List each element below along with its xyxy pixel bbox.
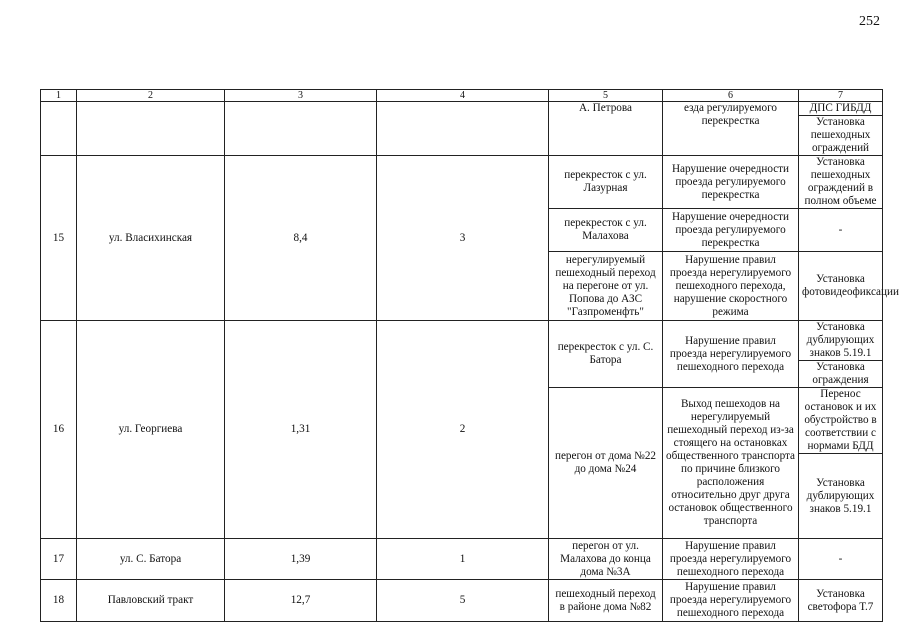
place-cell: нерегулируемый пешеходный переход на перегоне от ул. Попова до АЗС "Газпроменфть" bbox=[549, 252, 663, 321]
cont-measure-a: ДПС ГИБДД bbox=[799, 102, 883, 116]
row-number: 18 bbox=[41, 580, 77, 622]
column-number-row bbox=[41, 90, 883, 102]
violation-cell: Нарушение правил проезда нерегулируемого пешеходного перехода bbox=[663, 321, 799, 388]
cont-place: А. Петрова bbox=[549, 102, 663, 156]
street-name: ул. Георгиева bbox=[77, 321, 225, 539]
violation-cell: Нарушение очередности проезда регулируемого перекрестка bbox=[663, 156, 799, 209]
count-value: 1 bbox=[377, 539, 549, 580]
col-5-header: 5 bbox=[549, 90, 663, 102]
measure-cell: Установка дублирующих знаков 5.19.1 bbox=[799, 321, 883, 361]
measure-cell: Установка пешеходных ограждений в полном объеме bbox=[799, 156, 883, 209]
street-name: ул. Власихинская bbox=[77, 156, 225, 321]
col-4-header: 4 bbox=[377, 90, 549, 102]
count-value: 2 bbox=[377, 321, 549, 539]
street-name: Павловский тракт bbox=[77, 580, 225, 622]
length-value: 8,4 bbox=[225, 156, 377, 321]
row-number: 17 bbox=[41, 539, 77, 580]
place-cell: перегон от дома №22 до дома №24 bbox=[549, 388, 663, 539]
table-row-18 bbox=[41, 580, 883, 622]
col-7-header: 7 bbox=[799, 90, 883, 102]
street-name: ул. С. Батора bbox=[77, 539, 225, 580]
cont-measure-b: Установка пешеходных ограждений bbox=[799, 116, 883, 156]
cont-num bbox=[41, 102, 77, 156]
table-row-16 bbox=[41, 321, 883, 361]
col-6-header: 6 bbox=[663, 90, 799, 102]
length-value: 1,39 bbox=[225, 539, 377, 580]
violation-cell: Нарушение очередности проезда регулируемого перекрестка bbox=[663, 209, 799, 252]
cont-violation: езда регулируемого перекрестка bbox=[663, 102, 799, 156]
table-row-15 bbox=[41, 156, 883, 209]
measure-cell: - bbox=[799, 209, 883, 252]
place-cell: перекресток с ул. Лазурная bbox=[549, 156, 663, 209]
col-3-header: 3 bbox=[225, 90, 377, 102]
measure-cell: Установка фотовидеофиксации bbox=[799, 252, 883, 321]
cont-street bbox=[77, 102, 225, 156]
count-value: 5 bbox=[377, 580, 549, 622]
page-number: 252 bbox=[859, 14, 880, 29]
col-2-header: 2 bbox=[77, 90, 225, 102]
continuation-row bbox=[41, 102, 883, 116]
place-cell: перекресток с ул. С. Батора bbox=[549, 321, 663, 388]
col-1-header: 1 bbox=[41, 90, 77, 102]
table-row-17 bbox=[41, 539, 883, 580]
cont-count bbox=[377, 102, 549, 156]
measure-cell: Перенос остановок и их обустройство в соответствии с нормами БДД bbox=[799, 388, 883, 454]
place-cell: пешеходный переход в районе дома №82 bbox=[549, 580, 663, 622]
count-value: 3 bbox=[377, 156, 549, 321]
violation-cell: Нарушение правил проезда нерегулируемого пешеходного перехода, нарушение скоростного режима bbox=[663, 252, 799, 321]
length-value: 1,31 bbox=[225, 321, 377, 539]
measure-cell: Установка светофора Т.7 bbox=[799, 580, 883, 622]
row-number: 16 bbox=[41, 321, 77, 539]
row-number: 15 bbox=[41, 156, 77, 321]
cont-length bbox=[225, 102, 377, 156]
violation-cell: Нарушение правил проезда нерегулируемого пешеходного перехода bbox=[663, 580, 799, 622]
violation-cell: Выход пешеходов на нерегулируемый пешеходный переход из-за стоящего на остановках общественного транспорта по причине близкого расположения относительно друг друга остановок общественного транспорта bbox=[663, 388, 799, 539]
measure-cell: Установка дублирующих знаков 5.19.1 bbox=[799, 454, 883, 539]
measure-cell: - bbox=[799, 539, 883, 580]
violation-cell: Нарушение правил проезда нерегулируемого пешеходного перехода bbox=[663, 539, 799, 580]
place-cell: перегон от ул. Малахова до конца дома №3А bbox=[549, 539, 663, 580]
measure-cell: Установка ограждения bbox=[799, 361, 883, 388]
road-safety-table bbox=[40, 89, 899, 622]
length-value: 12,7 bbox=[225, 580, 377, 622]
place-cell: перекресток с ул. Малахова bbox=[549, 209, 663, 252]
